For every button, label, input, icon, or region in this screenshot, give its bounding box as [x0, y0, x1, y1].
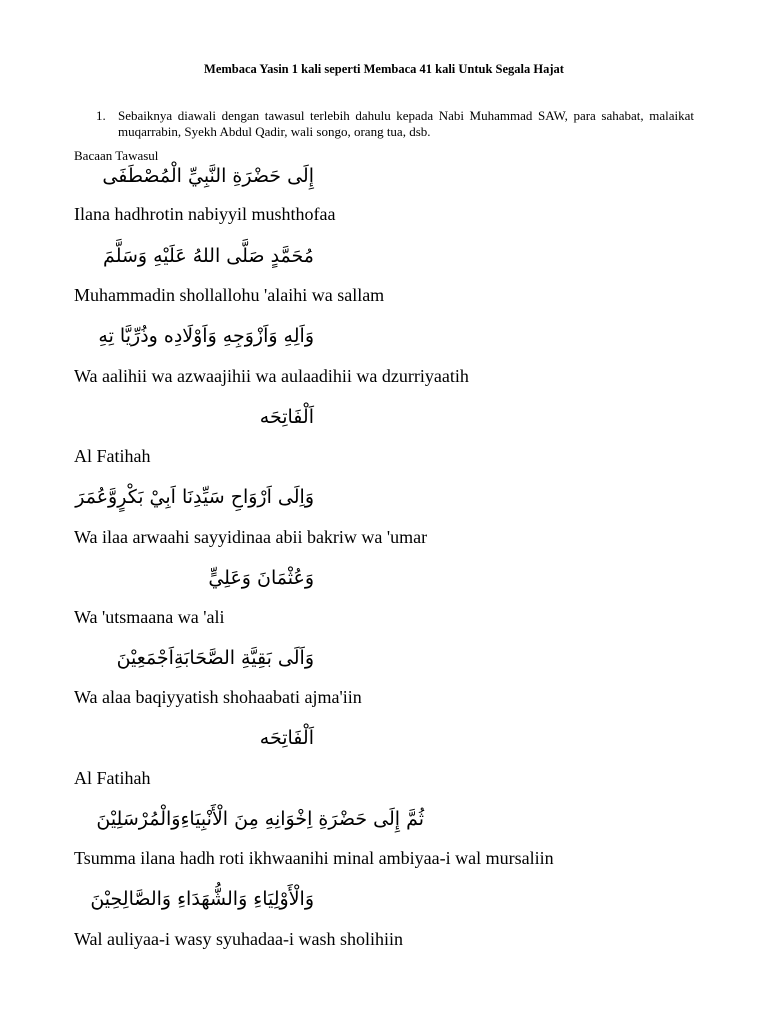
arabic-line-7: وَاَلَى بَقِيَّةِ الصَّحَابَةِاَجْمَعِيْنَ	[116, 647, 314, 669]
latin-line-7: Wa alaa baqiyyatish shohaabati ajma'iin	[74, 687, 362, 707]
latin-line-8: Al Fatihah	[74, 768, 151, 788]
latin-line-9: Tsumma ilana hadh roti ikhwaanihi minal ambiyaa-i wal mursaliin	[74, 848, 554, 868]
section-label: Bacaan Tawasul	[74, 148, 159, 163]
arabic-line-3: وَاَلِهِ وَاَزْوَجِهِ وَاَوْلَادِه وذُرِّيَّا تِهِ	[98, 325, 314, 347]
latin-line-2: Muhammadin shollallohu 'alaihi wa sallam	[74, 285, 385, 305]
arabic-line-2: مُحَمَّدٍ صَلَّى اللهُ عَلَيْهِ وَسَلَّمَ	[103, 245, 314, 267]
arabic-line-8: اَلْفَاتِحَه	[259, 727, 314, 749]
list-text: Sebaiknya diawali dengan tawasul terlebih dahulu kepada Nabi Muhammad SAW, para sahabat, malaikat muqarrabin, Syekh Abdul Qadir, wali songo, orang tua, dsb.	[118, 108, 694, 139]
arabic-line-1: إِلَى حَضْرَةِ النَّبِيِّ الْمُصْطَفَى	[102, 165, 314, 187]
document-title: Membaca Yasin 1 kali seperti Membaca 41 kali Untuk Segala Hajat	[204, 62, 564, 76]
latin-line-4: Al Fatihah	[74, 446, 151, 466]
latin-line-1: Ilana hadhrotin nabiyyil mushthofaa	[74, 204, 336, 224]
latin-line-6: Wa 'utsmaana wa 'ali	[74, 607, 225, 627]
arabic-line-6: وَعُثْمَانَ وَعَلِيٍّ	[208, 567, 314, 589]
latin-line-5: Wa ilaa arwaahi sayyidinaa abii bakriw wa 'umar	[74, 527, 428, 547]
latin-line-10: Wal auliyaa-i wasy syuhadaa-i wash sholihiin	[74, 929, 403, 949]
arabic-line-5: وَاِلَى اَرْوَاحِ سَيِّدِنَا اَبِيْ بَكْرٍوَّعُمَرَ	[75, 486, 314, 508]
arabic-line-10: وَالْأَوْلِيَاءِ وَالشُّهَدَاءِ وَالصَّالِحِيْنَ	[90, 888, 314, 910]
arabic-line-9: ثُمَّ إِلَى حَضْرَةِ اِخْوَانِهِ مِنَ الْأَنْبِيَاءِوَالْمُرْسَلِيْنَ	[96, 808, 424, 830]
list-number: 1.	[96, 108, 106, 123]
arabic-line-4: اَلْفَاتِحَه	[259, 406, 314, 428]
latin-line-3: Wa aalihii wa azwaajihii wa aulaadihii wa dzurriyaatih	[74, 366, 469, 386]
